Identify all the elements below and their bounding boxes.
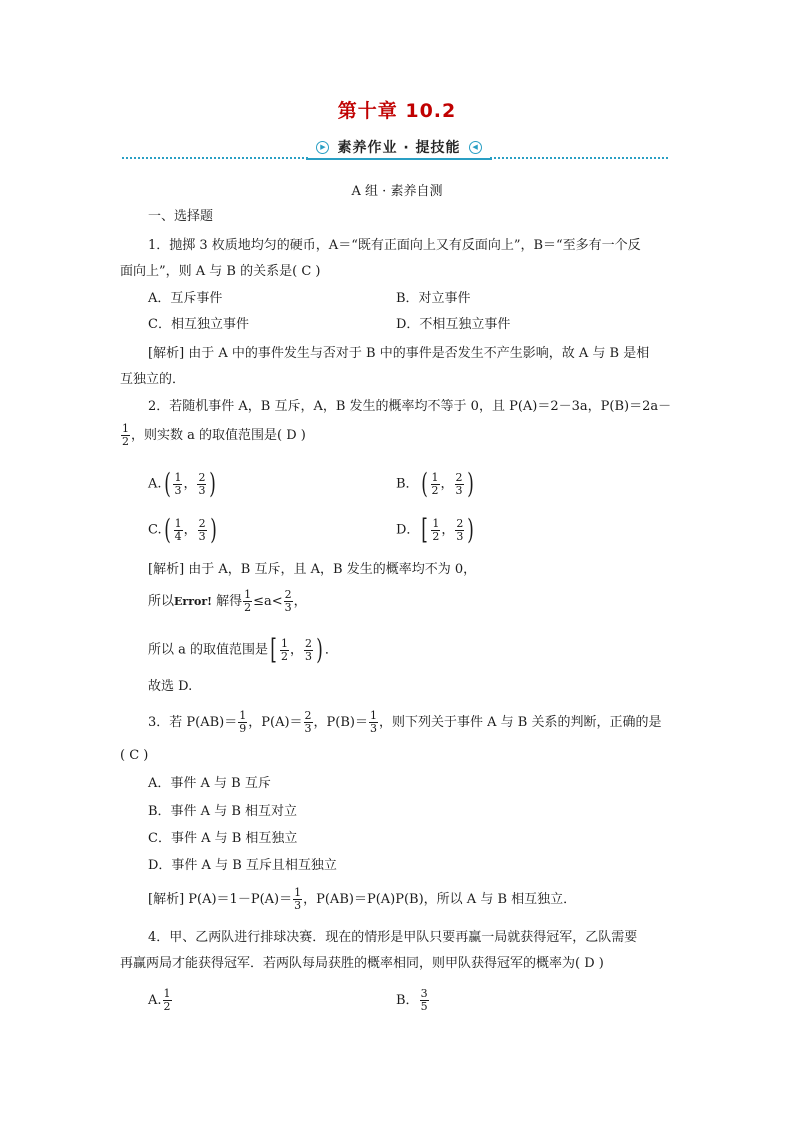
q4-option-b: B． $\frac{3}{5}$ [396,987,428,1013]
q3-option-a: A．事件 A 与 B 互斥 [148,776,271,791]
dotted-divider-right [490,157,668,159]
q2-line1: 2．若随机事件 A，B 互斥，A，B 发生的概率均不等于 0，且 P(A)＝2－3a，P(B)＝2a－ [148,399,672,414]
q1-line2: 面向上”，则 A 与 B 的关系是( C ) [120,264,321,279]
q4-option-a: A. $\frac{1}{2}$ [148,987,171,1013]
part-heading: 一、选择题 [148,209,214,224]
page-title: 第十章 10.2 [337,100,457,122]
q1-option-c: C．相互独立事件 [148,317,249,332]
q2-option-d: D．[ $\frac{1}{2}$ ， $\frac{2}{3}$ ) [396,513,475,546]
q3-option-d: D．事件 A 与 B 互斥且相互独立 [148,858,337,873]
q1-option-d: D．不相互独立事件 [396,317,511,332]
q2-analysis-line2: 所以Error! 解得 $\frac{1}{2}$ ≤a< $\frac{2}{3}$ ， [148,588,307,614]
q2-option-c: C.( $\frac{1}{4}$ ， $\frac{2}{3}$ ) [148,513,217,546]
q2-analysis-line4: 故选 D. [148,679,193,694]
q3-line1: 3．若 P(AB)＝ $\frac{1}{9}$ ，P(A)＝ $\frac{2}{3}$ ，P(B)＝ $\frac{1}{3}$ ，则下列关于事件 A 与 B 关系的判断，正确的是 [148,709,662,735]
dotted-divider-left [122,157,308,159]
play-right-icon: ▶ [316,141,329,154]
q2-line2: $\frac{1}{2}$ ，则实数 a 的取值范围是( D ) [122,422,306,448]
q2-analysis-line1: [解析] 由于 A，B 互斥，且 A，B 发生的概率均不为 0， [148,562,477,577]
q3-option-c: C．事件 A 与 B 相互独立 [148,831,298,846]
q2-option-b: B．( $\frac{1}{2}$ ， $\frac{2}{3}$ ) [396,467,474,500]
q3-option-b: B．事件 A 与 B 相互对立 [148,804,298,819]
q2-option-a: A.( $\frac{1}{3}$ ， $\frac{2}{3}$ ) [148,467,217,500]
banner-text: 素养作业 · 提技能 [337,140,461,156]
q4-line2: 再赢两局才能获得冠军．若两队每局获胜的概率相同，则甲队获得冠军的概率为( D ) [120,956,604,971]
q1-option-b: B．对立事件 [396,291,471,306]
q4-line1: 4．甲、乙两队进行排球决赛．现在的情形是甲队只要再赢一局就获得冠军，乙队需要 [148,930,638,945]
q3-analysis: [解析] P(A)＝1－P(A)＝ $\frac{1}{3}$ ，P(AB)＝P(A)P(B)，所以 A 与 B 相互独立． [148,886,577,912]
fraction: $\frac{1}{2}$ [122,422,129,448]
play-left-icon: ◀ [469,141,482,154]
q1-option-a: A．互斥事件 [148,291,223,306]
q2-analysis-line3: 所以 a 的取值范围是[ $\frac{1}{2}$ ， $\frac{2}{3}$ ) ． [148,633,338,666]
q1-analysis-line2: 互独立的． [120,372,186,387]
q3-line2: ( C ) [120,748,149,763]
q1-line1: 1．抛掷 3 枚质地均匀的硬币，A＝“既有正面向上又有反面向上”，B＝“至多有一个反 [148,238,641,253]
section-heading: A 组 · 素养自测 [351,184,443,199]
banner [306,136,492,160]
q1-analysis-line1: [解析] 由于 A 中的事件发生与否对于 B 中的事件是否发生不产生影响，故 A 与 B 是相 [148,346,650,361]
